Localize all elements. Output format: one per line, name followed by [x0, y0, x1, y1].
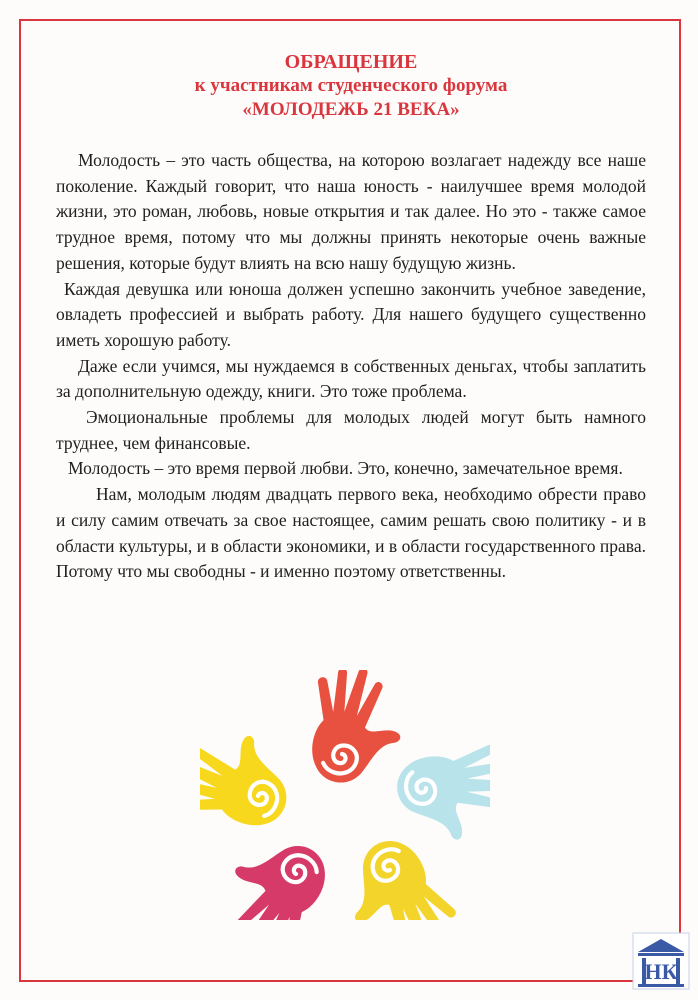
document-body: [56, 148, 646, 585]
hand-lightblue-icon: [394, 743, 490, 846]
hand-yellow-left-icon: [200, 717, 302, 840]
document-subtitle-line1: к участникам студенческого форума: [194, 75, 508, 96]
logo-letters: НК: [644, 959, 678, 984]
paragraph: Даже если учимся, мы нуждаемся в собственных деньгах, чтобы заплатить за дополнительную одежду, книги. Это тоже проблема.: [56, 355, 646, 402]
paragraph: Молодость – это часть общества, на которою возлагает надежду все наше поколение. Каждый говорит, что наша юность - наилучшее время молодой жизни, это роман, любовь, новые открытия и так далее. Но это - также самое трудное время, потому что мы должны принять некоторые очень важные решения, которые будут влиять на всю нашу будущую жизнь.: [56, 150, 646, 273]
document-title: ОБРАЩЕНИЕ: [284, 51, 418, 73]
paragraph: Эмоциональные проблемы для молодых людей могут быть намного труднее, чем финансовые.: [56, 407, 646, 453]
hand-red-icon: [301, 670, 411, 792]
paragraph: Каждая девушка или юноша должен успешно закончить учебное заведение, овладеть профессией и выбрать работу. Для нашего будущего существенно иметь хорошую работу.: [56, 278, 646, 350]
hand-pink-icon: [205, 822, 342, 920]
hand-yellow-right-icon: [328, 827, 465, 920]
building-columns-logo-icon: [632, 932, 690, 990]
document-subtitle-line2: «МОЛОДЕЖЬ 21 ВЕКА»: [242, 99, 460, 120]
document-heading: [56, 50, 646, 122]
paragraph: Молодость – это время первой любви. Это, конечно, замечательное время.: [68, 458, 623, 479]
colorful-hands-icon: [200, 670, 490, 920]
document-content: [56, 50, 646, 585]
paragraph: Нам, молодым людям двадцать первого века, необходимо обрести право и силу самим отвечать за свое настоящее, самим решать свою политику - и в области культуры, и в области экономики, и в области государственного права. Потому что мы свободны - и именно поэтому ответственны.: [56, 484, 646, 582]
